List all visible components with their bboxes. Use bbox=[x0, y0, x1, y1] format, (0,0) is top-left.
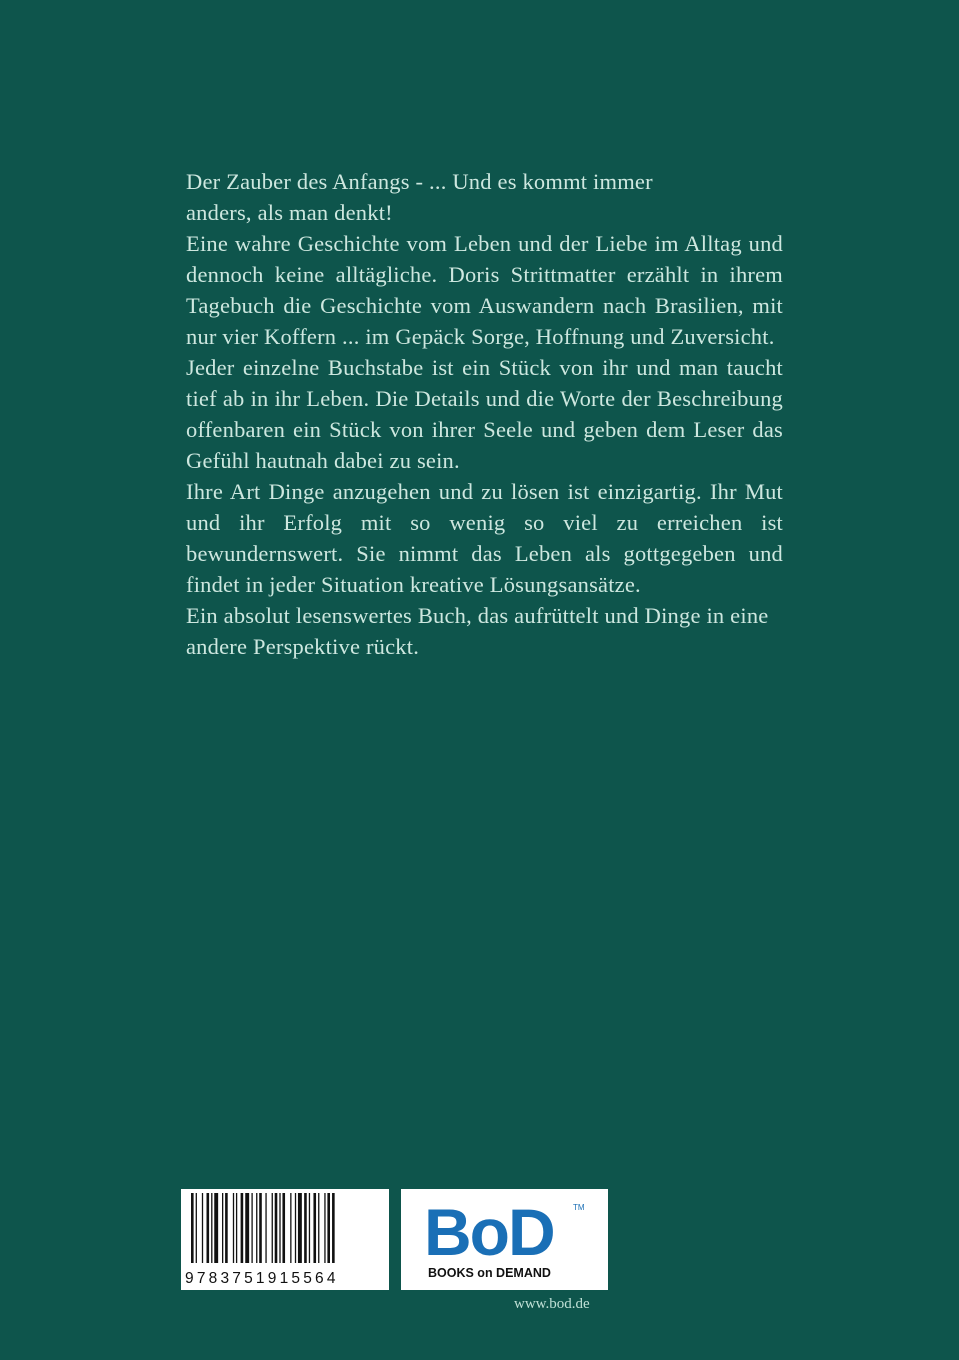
publisher-logo bbox=[401, 1189, 608, 1290]
blurb-title: Der Zauber des Anfangs - ... Und es kommt immer anders, als man denkt! bbox=[186, 169, 653, 225]
trademark-mark: TM bbox=[573, 1203, 585, 1212]
isbn-number: 9783751915564 bbox=[185, 1270, 339, 1287]
blurb-paragraph: Eine wahre Geschichte vom Leben und der Liebe im Alltag und dennoch keine alltägliche. Doris Strittmatter erzählt in ihrem Tagebuch die Geschichte vom Auswandern nach Brasilien, mit nur vier Koffern ... im Gepäck Sorge, Hoffnung und Zuversicht. bbox=[186, 231, 783, 349]
blurb-paragraph: Jeder einzelne Buchstabe ist ein Stück von ihr und man taucht tief ab in ihr Leben. Die Details und die Worte der Beschreibung offenbaren ein Stück von ihrer Seele und geben dem Leser das Gefühl hautnah dabei zu sein. bbox=[186, 355, 783, 473]
back-cover-blurb bbox=[186, 166, 783, 662]
publisher-url: www.bod.de bbox=[514, 1296, 590, 1312]
isbn-barcode bbox=[181, 1189, 389, 1290]
publisher-tagline: BOOKS on DEMAND bbox=[428, 1266, 551, 1280]
blurb-paragraph: Ihre Art Dinge anzugehen und zu lösen ist einzigartig. Ihr Mut und ihr Erfolg mit so wenig so viel zu erreichen ist bewundernswert. Sie nimmt das Leben als gottgegeben und findet in jeder Situation kreative Lösungsansätze. bbox=[186, 479, 783, 597]
blurb-paragraph: Ein absolut lesenswertes Buch, das aufrüttelt und Dinge in eine andere Perspektive rückt. bbox=[186, 603, 769, 659]
barcode-bars-icon bbox=[191, 1193, 379, 1263]
bod-logo-text: BoD bbox=[424, 1195, 554, 1269]
